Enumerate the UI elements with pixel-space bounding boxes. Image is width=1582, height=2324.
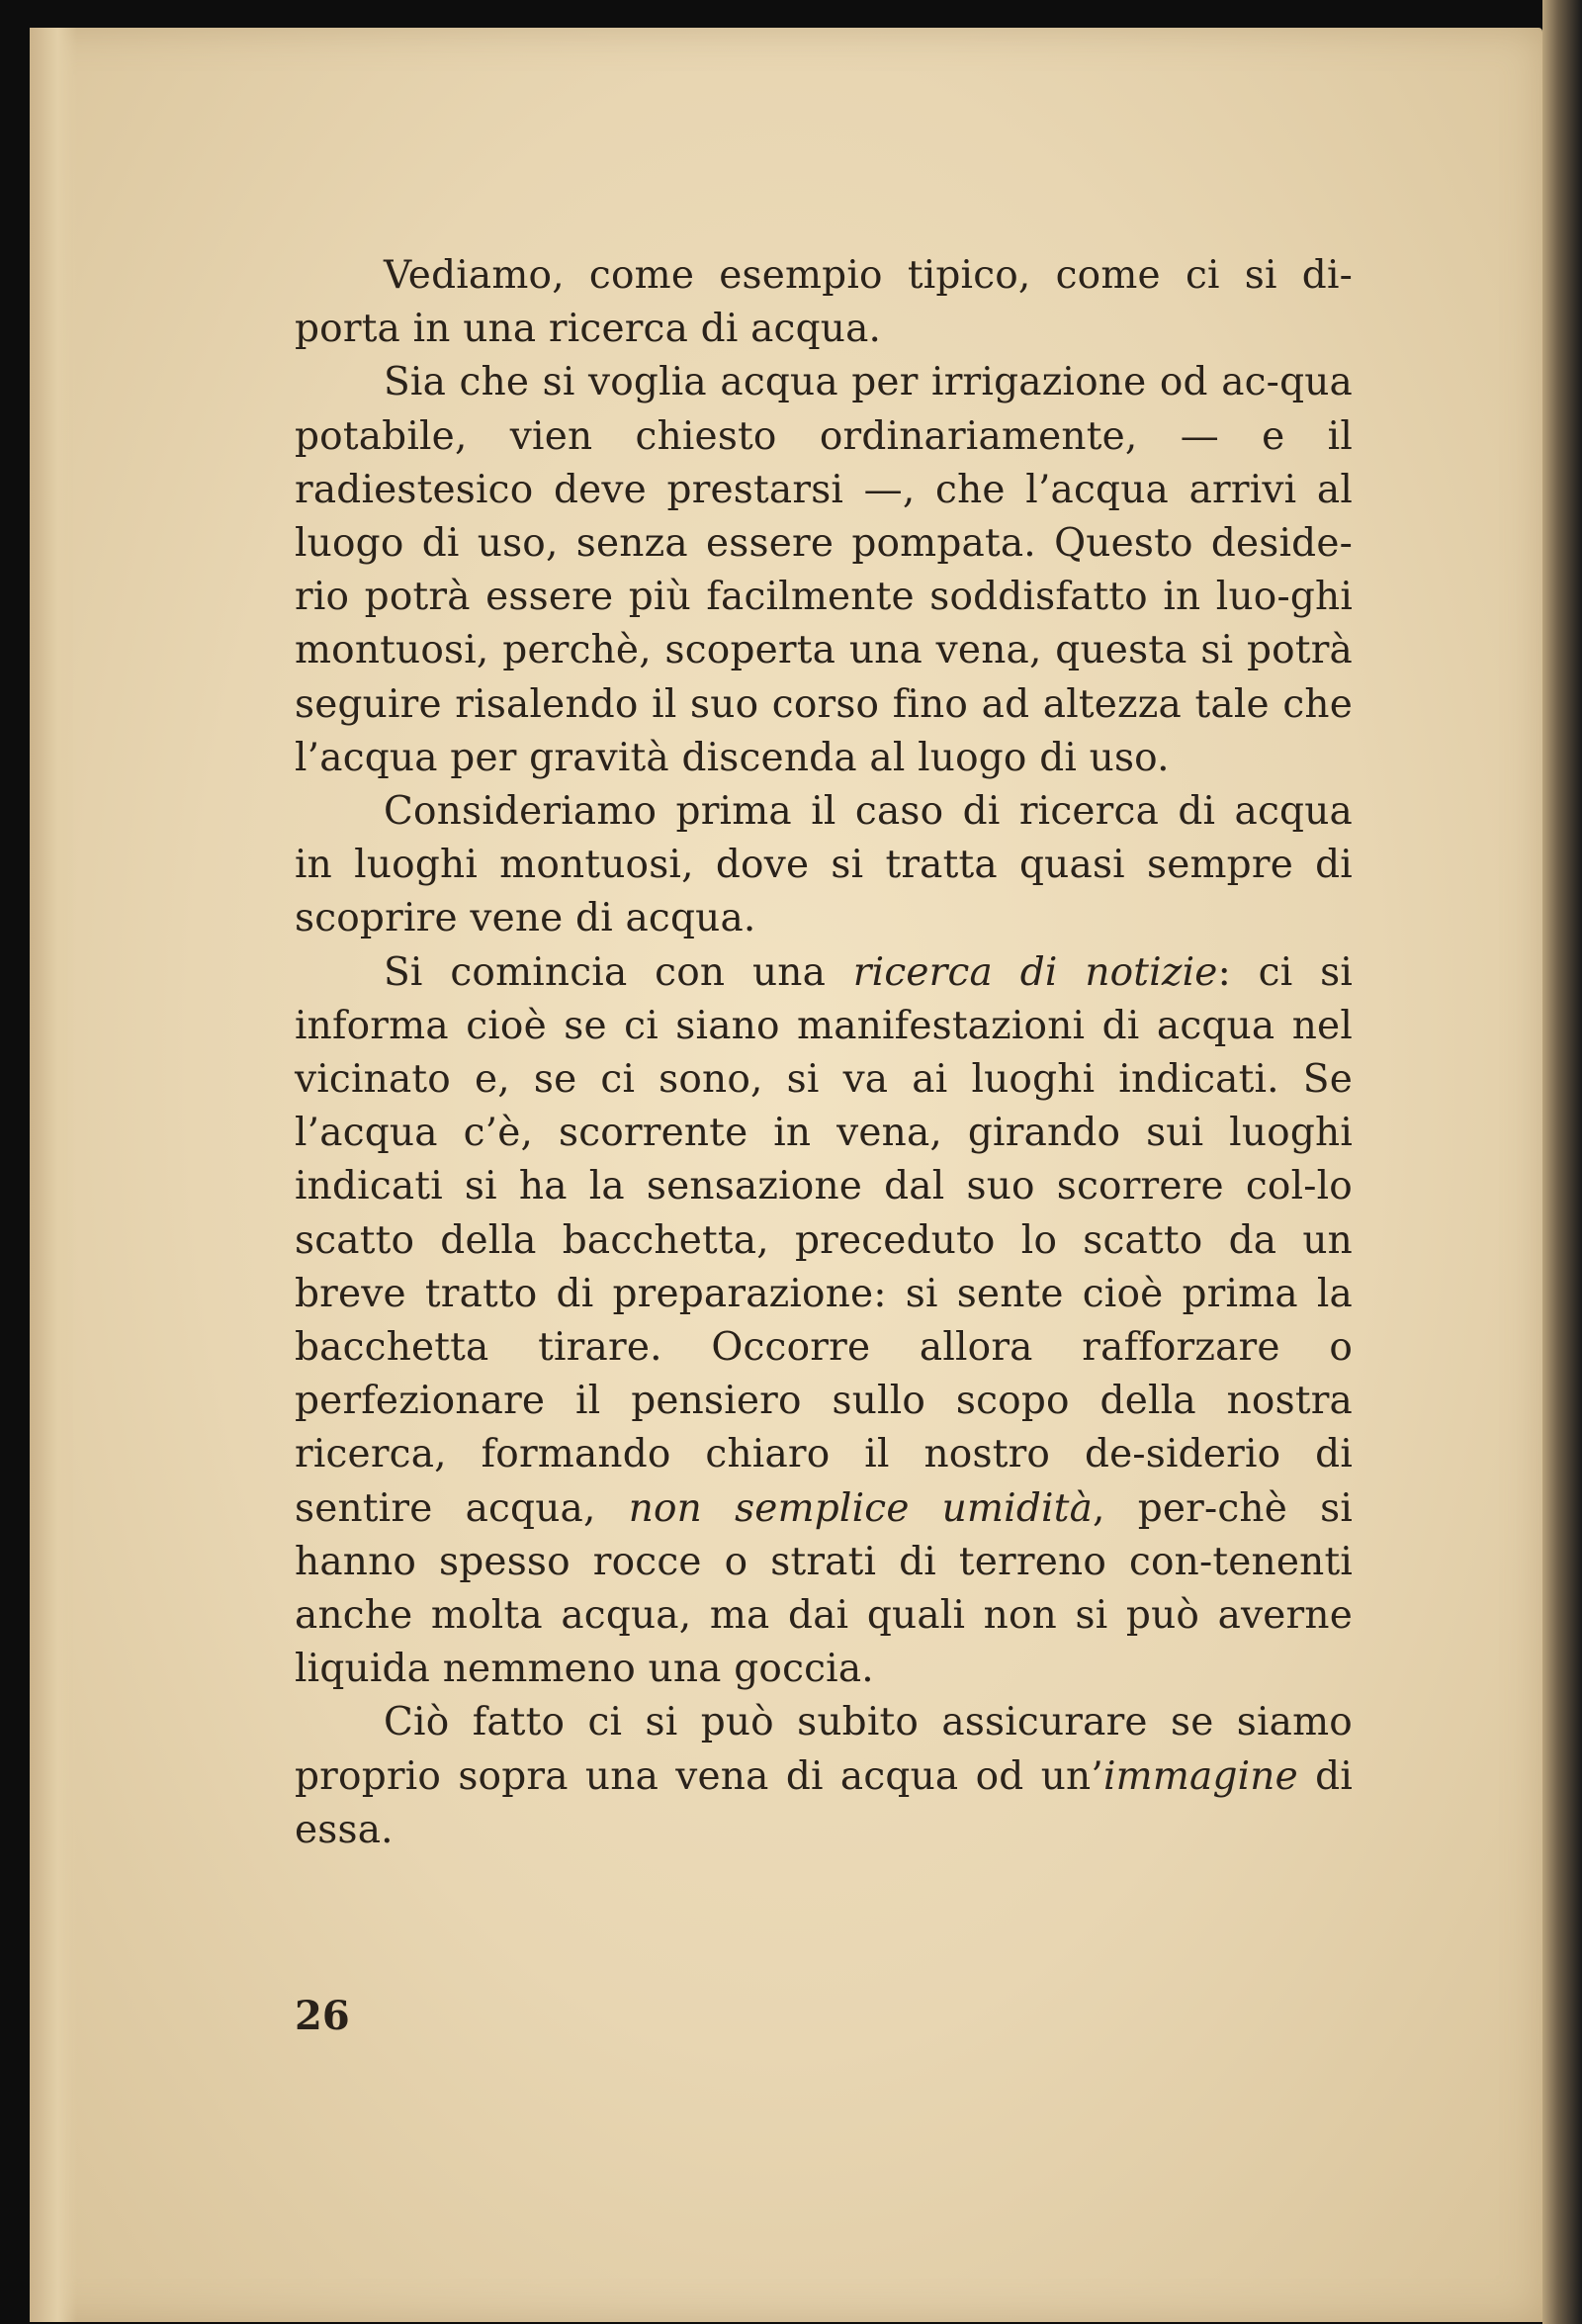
text-run: Sia che si voglia acqua per irrigazione od ac-qua potabile, vien chiesto ordinariamente, — e il radiestesico deve prestarsi —, che l’acqua arrivi al luogo di uso, senza essere pompata. Questo deside-rio potrà essere più facilmente soddisfatto in luo-ghi montuosi, perchè, scoperta una vena, questa si potrà seguire risalendo il suo corso fino ad altezza tale che l’acqua per gravità discenda al luogo di uso.	[295, 360, 1353, 780]
paragraph	[295, 785, 1353, 946]
page-binding-shadow	[30, 28, 77, 2322]
text-run: : ci si informa cioè se ci siano manifestazioni di acqua nel vicinato e, se ci sono, si va ai luoghi indicati. Se l’acqua c’è, scorrente in vena, girando sui luoghi indicati si ha la sensazione dal suo scorrere col-lo scatto della bacchetta, preceduto lo scatto da un breve tratto di preparazione: si sente cioè prima la bacchetta tirare. Occorre allora rafforzare o perfezionare il pensiero sullo scopo della nostra ricerca, formando chiaro il nostro de-siderio di sentire acqua,	[295, 949, 1354, 1531]
page-edge	[1542, 0, 1582, 2324]
paragraph	[295, 1696, 1353, 1857]
italic-text-run: ricerca di notizie	[852, 949, 1218, 995]
paragraph	[295, 946, 1353, 1697]
page-number: 26	[295, 1993, 350, 2039]
text-run: Ciò fatto ci si può subito assicurare se siamo proprio sopra una vena di acqua od un’	[295, 1700, 1353, 1799]
body-text	[295, 249, 1353, 1857]
paragraph	[295, 356, 1353, 785]
italic-text-run: non semplice umidità	[628, 1485, 1094, 1531]
italic-text-run: immagine	[1102, 1753, 1298, 1799]
text-run: , per-chè si hanno spesso rocce o strati di terreno con-tenenti anche molta acqua, ma dai quali non si può averne liquida nemmeno una goccia.	[295, 1485, 1353, 1692]
paragraph	[295, 249, 1353, 356]
text-run: di essa.	[295, 1753, 1354, 1852]
text-run: Vediamo, come esempio tipico, come ci si di-porta in una ricerca di acqua.	[295, 253, 1353, 352]
text-run: Si comincia con una	[384, 949, 853, 995]
text-run: Consideriamo prima il caso di ricerca di acqua in luoghi montuosi, dove si tratta quasi sempre di scoprire vene di acqua.	[295, 789, 1353, 941]
